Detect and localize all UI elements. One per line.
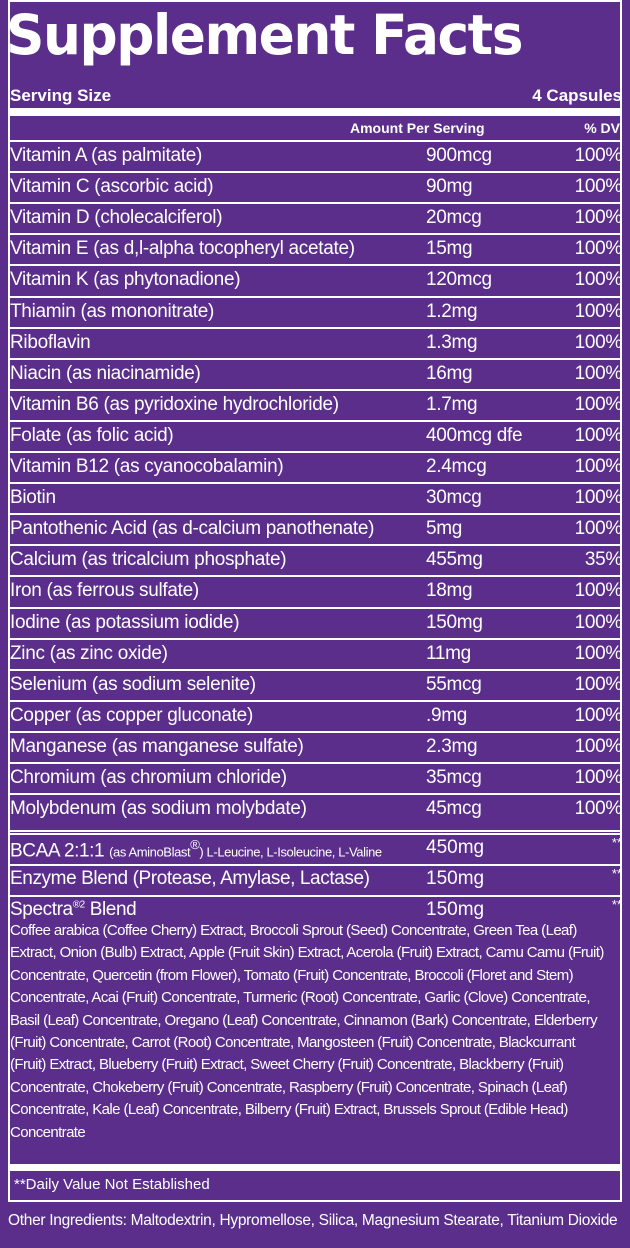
spectra-blend-name: Spectra$^{®2}$ Blend xyxy=(10,899,137,920)
thick-divider-bottom xyxy=(8,1164,622,1171)
nutrient-name: Molybdenum (as sodium molybdate) xyxy=(10,798,307,820)
nutrient-amount: 455mg xyxy=(426,549,483,571)
nutrient-row xyxy=(8,793,622,824)
nutrient-amount: 900mcg xyxy=(426,145,492,166)
nutrient-amount: 5mg xyxy=(426,518,463,540)
nutrient-dv: 100% xyxy=(574,238,622,260)
spectra-ingredients: Coffee arabica (Coffee Cherry) Extract, Broccoli Sprout (Seed) Concentrate, Green Tea (Leaf) Extract, Onion (Bulb) Extract, Apple (Fruit Skin) Extract, Acerola (Fruit) Extract, Camu Camu (Fruit) Concentrate, Quercetin (from Flower), Tomato (Fruit) Concentrate, Broccoli (Floret and Stem) Concentrate, Acai (Fruit) Concentrate, Turmeric (Root) Concentrate, Garlic (Clove) Concentrate, Basil (Leaf) Concentrate, Oregano (Leaf) Concentrate, Cinnamon (Bark) Concentrate, Elderberry (Fruit) Concentrate, Carrot (Root) Concentrate, Mangosteen (Fruit) Concentrate, Blackcurrant (Fruit) Extract, Blueberry (Fruit) Extract, Sweet Cherry (Fruit) Concentrate, Blackberry (Fruit) Concentrate, Chokeberry (Fruit) Concentrate, Raspberry (Fruit) Concentrate, Spinach (Leaf) Concentrate, Kale (Leaf) Concentrate, Bilberry (Fruit) Extract, Brussels Sprout (Edible Head) Concentrate xyxy=(10,922,604,1141)
nutrient-name: Folate (as folic acid) xyxy=(10,424,174,446)
nutrient-row xyxy=(8,513,622,544)
nutrient-name: Vitamin K (as phytonadione) xyxy=(10,269,241,291)
nutrient-dv: 100% xyxy=(574,487,622,509)
nutrient-dv: 100% xyxy=(574,611,622,633)
nutrient-name: Pantothenic Acid (as d-calcium panothenate) xyxy=(10,518,375,540)
nutrient-row xyxy=(8,544,622,575)
nutrient-dv: 100% xyxy=(574,207,622,229)
enzyme-blend-name: Enzyme Blend (Protease, Amylase, Lactase) xyxy=(10,868,370,889)
nutrient-name: Iodine (as potassium iodide) xyxy=(10,611,240,633)
nutrient-row xyxy=(8,669,622,700)
nutrient-amount: 2.4mcg xyxy=(426,456,487,477)
serving-size-label: Serving Size xyxy=(10,86,112,105)
section-divider xyxy=(8,830,622,832)
other-ingredients: Other Ingredients: Maltodextrin, Hypromellose, Silica, Magnesium Stearate, Titanium Dioxide xyxy=(8,1212,618,1229)
nutrient-row xyxy=(8,296,622,327)
nutrient-row xyxy=(8,700,622,731)
nutrient-name: Selenium (as sodium selenite) xyxy=(10,673,256,695)
nutrient-row xyxy=(8,389,622,420)
nutrient-dv: 100% xyxy=(574,362,622,384)
nutrient-dv: 100% xyxy=(574,424,622,446)
spectra-blend-dv: ** xyxy=(611,897,622,912)
nutrient-name: Chromium (as chromium chloride) xyxy=(10,767,287,788)
nutrient-name: Vitamin E (as d,l-alpha tocopheryl acetate) xyxy=(10,238,355,260)
nutrient-name: Vitamin B12 (as cyanocobalamin) xyxy=(10,456,284,477)
nutrient-name: Manganese (as manganese sulfate) xyxy=(10,735,304,757)
nutrient-dv: 35% xyxy=(584,549,622,571)
nutrient-dv: 100% xyxy=(574,331,622,353)
enzyme-blend-amount: 150mg xyxy=(426,868,485,889)
enzyme-blend-dv: ** xyxy=(611,866,622,881)
nutrient-row xyxy=(8,762,622,793)
nutrient-name: Zinc (as zinc oxide) xyxy=(10,642,168,664)
nutrient-row xyxy=(8,358,622,389)
nutrient-amount: 400mcg dfe xyxy=(426,424,523,446)
nutrient-row xyxy=(8,171,622,202)
nutrient-amount: 90mg xyxy=(426,176,473,198)
spectra-blend-amount: 150mg xyxy=(426,899,485,920)
nutrient-row xyxy=(8,202,622,233)
nutrient-dv: 100% xyxy=(574,767,622,788)
bcaa-name: BCAA 2:1:1 (as AminoBlast®) L-Leucine, L-Isoleucine, L-Valine xyxy=(10,837,382,862)
nutrient-name: Vitamin D (cholecalciferol) xyxy=(10,207,223,229)
nutrient-dv: 100% xyxy=(574,518,622,540)
nutrient-name: Calcium (as tricalcium phosphate) xyxy=(10,549,287,571)
nutrient-dv: 100% xyxy=(574,704,622,726)
nutrient-row xyxy=(8,451,622,482)
column-header xyxy=(10,118,622,138)
bcaa-amount: 450mg xyxy=(426,837,485,858)
nutrient-dv: 100% xyxy=(574,456,622,477)
nutrient-row xyxy=(8,140,622,171)
nutrient-dv: 100% xyxy=(574,798,622,820)
enzyme-blend-row xyxy=(8,864,622,895)
nutrient-amount: 35mcg xyxy=(426,767,482,788)
nutrient-name: Niacin (as niacinamide) xyxy=(10,362,201,384)
nutrient-amount: 55mcg xyxy=(426,673,482,695)
serving-size-value: 4 Capsules xyxy=(532,86,622,105)
panel-title: Supplement Facts xyxy=(6,3,523,67)
nutrient-dv: 100% xyxy=(574,145,622,166)
nutrient-dv: 100% xyxy=(574,176,622,198)
amount-per-serving-header: Amount Per Serving xyxy=(350,120,485,136)
nutrient-row xyxy=(8,327,622,358)
nutrient-dv: 100% xyxy=(574,673,622,695)
nutrient-dv: 100% xyxy=(574,735,622,757)
nutrient-amount: 18mg xyxy=(426,580,473,602)
nutrient-amount: 20mcg xyxy=(426,207,482,229)
bcaa-dv: ** xyxy=(611,835,622,850)
nutrient-row xyxy=(8,638,622,669)
nutrient-amount: .9mg xyxy=(426,704,468,726)
nutrient-row xyxy=(8,731,622,762)
nutrient-name: Thiamin (as mononitrate) xyxy=(10,300,214,322)
nutrient-row xyxy=(8,264,622,295)
nutrient-dv: 100% xyxy=(574,300,622,322)
nutrient-name: Vitamin A (as palmitate) xyxy=(10,145,203,166)
nutrient-row xyxy=(8,420,622,451)
nutrient-row xyxy=(8,482,622,513)
nutrient-name: Iron (as ferrous sulfate) xyxy=(10,580,199,602)
bcaa-row xyxy=(8,833,622,864)
nutrient-dv: 100% xyxy=(574,269,622,291)
nutrient-amount: 1.3mg xyxy=(426,331,478,353)
nutrient-amount: 45mcg xyxy=(426,798,482,820)
nutrient-dv: 100% xyxy=(574,642,622,664)
nutrient-amount: 15mg xyxy=(426,238,473,260)
nutrient-amount: 150mg xyxy=(426,611,483,633)
daily-value-footnote: **Daily Value Not Established xyxy=(14,1176,210,1193)
nutrient-name: Copper (as copper gluconate) xyxy=(10,704,253,726)
serving-size-row xyxy=(10,84,622,106)
nutrient-amount: 1.7mg xyxy=(426,393,478,415)
nutrient-row xyxy=(8,575,622,606)
dv-header: % DV xyxy=(584,120,620,136)
nutrient-dv: 100% xyxy=(574,580,622,602)
nutrient-amount: 11mg xyxy=(426,642,471,664)
nutrient-amount: 30mcg xyxy=(426,487,482,509)
nutrient-amount: 120mcg xyxy=(426,269,492,291)
nutrient-name: Vitamin B6 (as pyridoxine hydrochloride) xyxy=(10,393,339,415)
nutrient-name: Biotin xyxy=(10,487,56,509)
nutrient-name: Riboflavin xyxy=(10,331,91,353)
nutrient-dv: 100% xyxy=(574,393,622,415)
nutrient-name: Vitamin C (ascorbic acid) xyxy=(10,176,214,198)
nutrient-amount: 16mg xyxy=(426,362,473,384)
nutrient-amount: 1.2mg xyxy=(426,300,478,322)
nutrient-row xyxy=(8,607,622,638)
nutrient-amount: 2.3mg xyxy=(426,735,478,757)
nutrient-row xyxy=(8,233,622,264)
thick-divider xyxy=(8,108,622,116)
